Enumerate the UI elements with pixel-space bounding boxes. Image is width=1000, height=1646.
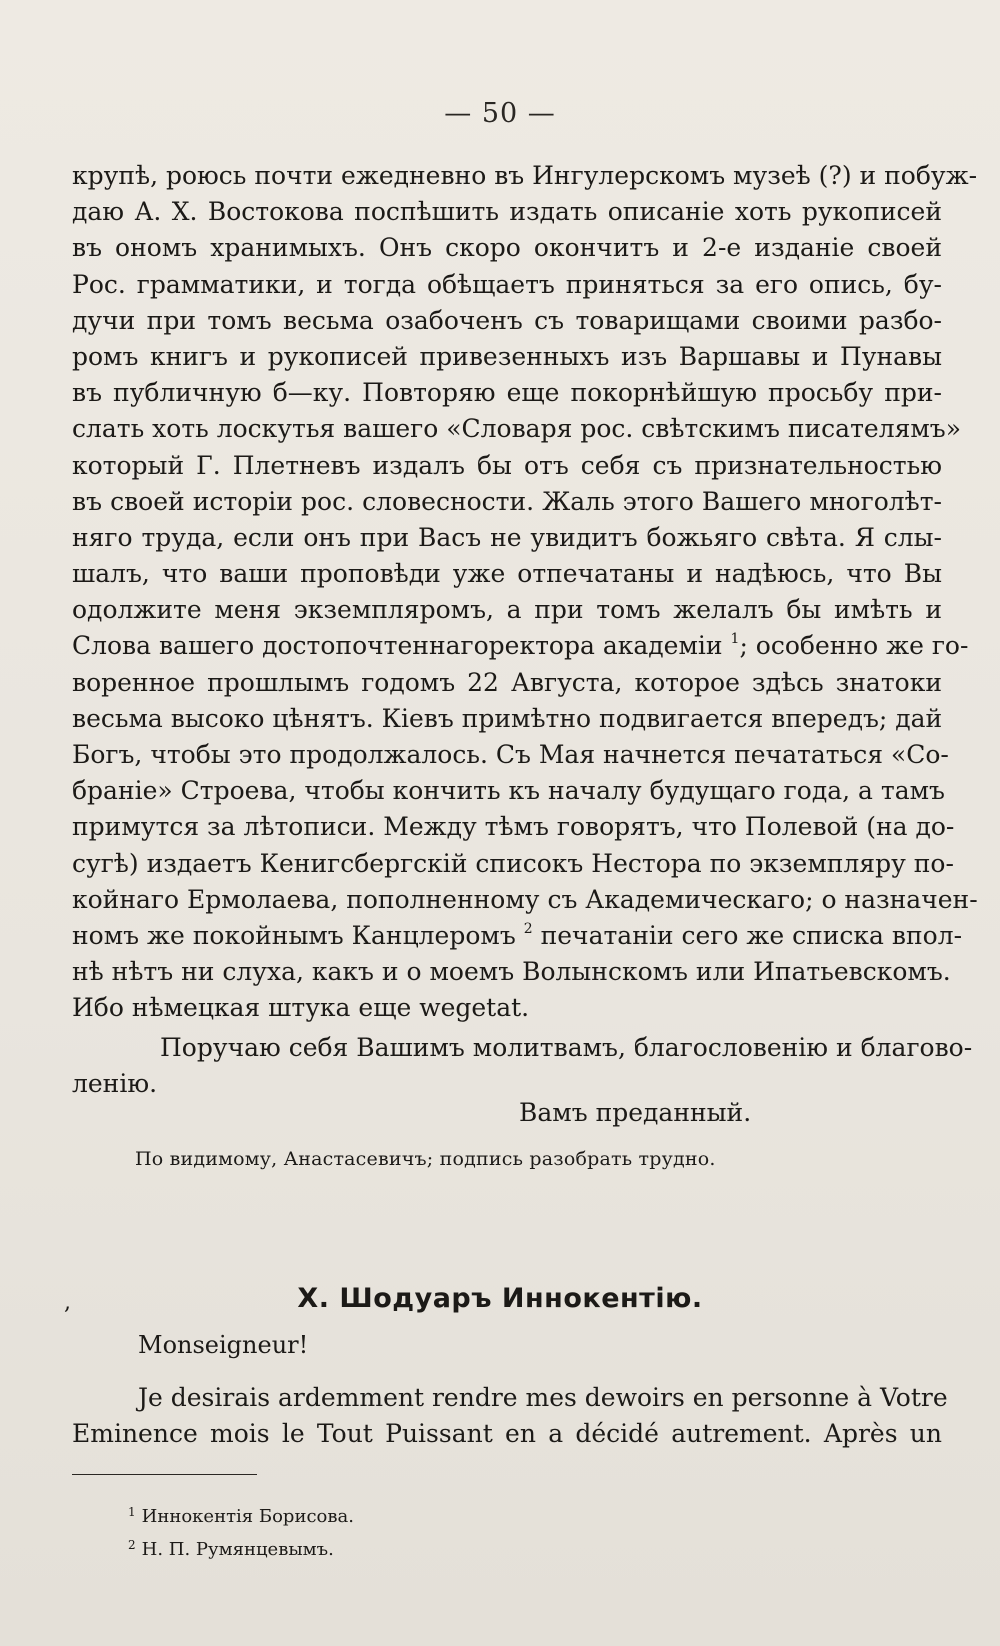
body-line: Рос. грамматики, и тогда обѣщаетъ приняться за его опись, бу- <box>72 269 942 299</box>
footnote-rule <box>72 1474 257 1475</box>
body-line: слать хоть лоскутья вашего «Словаря рос. свѣтскимъ писателямъ» <box>72 414 961 444</box>
body-line: ромъ книгъ и рукописей привезенныхъ изъ Варшавы и Пунавы <box>72 341 942 371</box>
body-line: въ своей исторіи рос. словесности. Жаль этого Вашего многолѣт- <box>72 486 942 516</box>
editor-note: По видимому, Анастасевичъ; подпись разобрать трудно. <box>135 1148 716 1170</box>
body-line: даю А. Х. Востокова поспѣшить издать описаніе хоть рукописей <box>72 197 942 227</box>
margin-mark: , <box>64 1290 71 1315</box>
french-paragraph <box>72 1380 948 1452</box>
footnote-ref: 1 <box>730 631 740 648</box>
body-line: браніе» Строева, чтобы кончить къ началу будущаго года, а тамъ <box>72 776 945 806</box>
body-line: дучи при томъ весьма озабоченъ съ товарищами своими разбо- <box>72 305 942 335</box>
signature: Вамъ преданный. <box>519 1098 752 1127</box>
footnote-text: Иннокентія Борисова. <box>141 1506 354 1527</box>
body-line: въ ономъ хранимыхъ. Онъ скоро окончитъ и 2-е изданіе своей <box>72 233 942 263</box>
footnotes <box>128 1498 354 1564</box>
closing-paragraph <box>72 1030 973 1102</box>
body-line: весьма высоко цѣнятъ. Кіевъ примѣтно подвигается впередъ; дай <box>72 703 943 733</box>
letter-body <box>72 158 978 1027</box>
body-line-text: Слова вашего достопочтеннагоректора академіи <box>72 631 723 661</box>
footnote-mark: 1 <box>128 1505 136 1519</box>
body-line-text: печатаніи сего же списка впол- <box>540 920 963 950</box>
closing-line: ленію. <box>72 1069 158 1099</box>
body-line: который Г. Плетневъ издалъ бы отъ себя съ признательностью <box>72 450 942 480</box>
body-line: воренное прошлымъ годомъ 22 Августа, которое здѣсь знатоки <box>72 667 942 697</box>
body-line: койнаго Ермолаева, пополненному съ Академическаго; о назначен- <box>72 884 978 914</box>
footnote <box>128 1498 354 1531</box>
body-line: сугѣ) издаетъ Кенигсбергскій списокъ Нестора по экземпляру по- <box>72 848 954 878</box>
body-line: въ публичную б—ку. Повторяю еще покорнѣйшую просьбу при- <box>72 378 942 408</box>
body-line: няго труда, если онъ при Васъ не увидитъ божьяго свѣта. Я слы- <box>72 522 942 552</box>
body-line: Ибо нѣмецкая штука еще wegetat. <box>72 993 530 1023</box>
french-line: Je desirais ardemment rendre mes dewoirs en personne à Votre <box>138 1383 948 1412</box>
body-line: примутся за лѣтописи. Между тѣмъ говорятъ, что Полевой (на до- <box>72 812 955 842</box>
footnote-text: Н. П. Румянцевымъ. <box>141 1539 334 1560</box>
body-line-with-footnote <box>72 918 963 954</box>
letter-heading: X. Шодуаръ Иннокентію. <box>297 1283 703 1314</box>
body-line-text: номъ же покойнымъ Канцлеромъ <box>72 920 516 950</box>
body-line: шалъ, что ваши проповѣди уже отпечатаны и надѣюсь, что Вы <box>72 559 942 589</box>
closing-line: Поручаю себя Вашимъ молитвамъ, благословенію и благово- <box>160 1033 973 1062</box>
footnote-mark: 2 <box>128 1538 136 1552</box>
footnote <box>128 1531 354 1564</box>
body-line-with-footnote <box>72 628 969 664</box>
body-line: одолжите меня экземпляромъ, а при томъ желалъ бы имѣть и <box>72 595 942 625</box>
page-number: — 50 — <box>444 98 556 129</box>
greeting: Monseigneur! <box>138 1331 309 1359</box>
body-line-text: ; особенно же го- <box>739 631 969 661</box>
footnote-ref: 2 <box>523 920 533 937</box>
french-line: Eminence mois le Tout Puissant en a décidé autrement. Après un <box>72 1419 942 1448</box>
body-line: крупѣ, роюсь почти ежедневно въ Ингулерскомъ музеѣ (?) и побуж- <box>72 161 978 190</box>
body-line: Богъ, чтобы это продолжалось. Съ Мая начнется печататься «Со- <box>72 740 949 769</box>
body-line: нѣ нѣтъ ни слуха, какъ и о моемъ Волынскомъ или Ипатьевскомъ. <box>72 957 951 987</box>
